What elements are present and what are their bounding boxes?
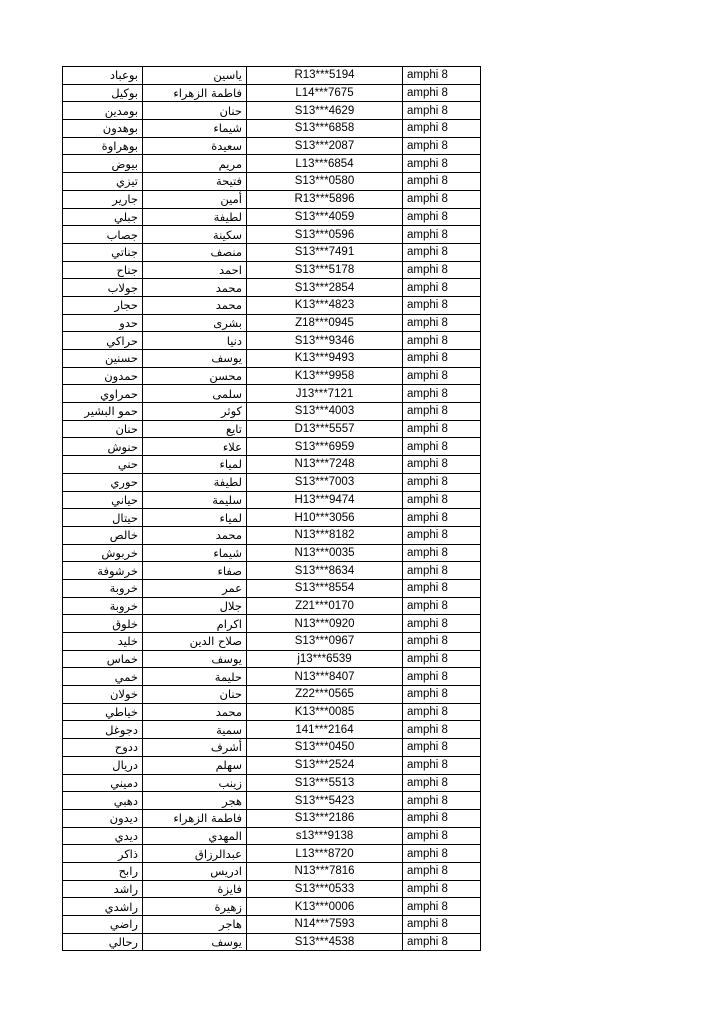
room-cell: amphi 8 — [403, 880, 481, 898]
table-body — [63, 67, 481, 951]
student-code-cell: S13***0580 — [247, 173, 403, 191]
family-name-cell: راشدي — [63, 898, 143, 916]
student-code-cell: S13***4059 — [247, 208, 403, 226]
first-name-cell: حنان — [143, 686, 247, 704]
table-row — [63, 243, 481, 261]
table-row — [63, 385, 481, 403]
table-row — [63, 668, 481, 686]
first-name-cell: صلاح الدين — [143, 633, 247, 651]
room-cell: amphi 8 — [403, 332, 481, 350]
table-row — [63, 314, 481, 332]
family-name-cell: ذاكر — [63, 845, 143, 863]
table-row — [63, 633, 481, 651]
student-code-cell: K13***4823 — [247, 296, 403, 314]
table-row — [63, 173, 481, 191]
table-row — [63, 296, 481, 314]
family-name-cell: خياطي — [63, 703, 143, 721]
first-name-cell: سمية — [143, 721, 247, 739]
student-code-cell: S13***0533 — [247, 880, 403, 898]
room-cell: amphi 8 — [403, 579, 481, 597]
table-row — [63, 509, 481, 527]
family-name-cell: خليد — [63, 633, 143, 651]
room-cell: amphi 8 — [403, 350, 481, 368]
student-code-cell: S13***8554 — [247, 579, 403, 597]
student-code-cell: S13***4629 — [247, 102, 403, 120]
room-cell: amphi 8 — [403, 190, 481, 208]
student-code-cell: N13***7248 — [247, 456, 403, 474]
first-name-cell: زهيرة — [143, 898, 247, 916]
table-row — [63, 438, 481, 456]
family-name-cell: دميني — [63, 774, 143, 792]
student-code-cell: J13***7121 — [247, 385, 403, 403]
student-code-cell: N13***0920 — [247, 615, 403, 633]
student-code-cell: 141***2164 — [247, 721, 403, 739]
student-code-cell: K13***0006 — [247, 898, 403, 916]
family-name-cell: حوري — [63, 473, 143, 491]
first-name-cell: سهلم — [143, 756, 247, 774]
first-name-cell: شيماء — [143, 120, 247, 138]
room-cell: amphi 8 — [403, 792, 481, 810]
room-cell: amphi 8 — [403, 526, 481, 544]
first-name-cell: لمياء — [143, 456, 247, 474]
first-name-cell: مريم — [143, 155, 247, 173]
table-row — [63, 526, 481, 544]
student-code-cell: s13***9138 — [247, 827, 403, 845]
room-cell: amphi 8 — [403, 933, 481, 951]
room-cell: amphi 8 — [403, 544, 481, 562]
first-name-cell: لطيفة — [143, 473, 247, 491]
student-code-cell: N13***0035 — [247, 544, 403, 562]
room-cell: amphi 8 — [403, 916, 481, 934]
family-name-cell: رحالي — [63, 933, 143, 951]
first-name-cell: دنيا — [143, 332, 247, 350]
room-cell: amphi 8 — [403, 473, 481, 491]
student-code-cell: Z21***0170 — [247, 597, 403, 615]
student-code-cell: N13***8182 — [247, 526, 403, 544]
room-cell: amphi 8 — [403, 509, 481, 527]
student-code-cell: S13***4538 — [247, 933, 403, 951]
student-code-cell: S13***9346 — [247, 332, 403, 350]
first-name-cell: اكرام — [143, 615, 247, 633]
table-row — [63, 898, 481, 916]
table-row — [63, 226, 481, 244]
room-cell: amphi 8 — [403, 102, 481, 120]
student-code-cell: Z22***0565 — [247, 686, 403, 704]
family-name-cell: بوهراوة — [63, 137, 143, 155]
family-name-cell: خلوق — [63, 615, 143, 633]
table-row — [63, 916, 481, 934]
room-cell: amphi 8 — [403, 756, 481, 774]
family-name-cell: حجار — [63, 296, 143, 314]
family-name-cell: حدو — [63, 314, 143, 332]
first-name-cell: محمد — [143, 296, 247, 314]
room-cell: amphi 8 — [403, 827, 481, 845]
first-name-cell: جلال — [143, 597, 247, 615]
family-name-cell: بوعباد — [63, 67, 143, 85]
table-row — [63, 367, 481, 385]
first-name-cell: لطيفة — [143, 208, 247, 226]
first-name-cell: سليمة — [143, 491, 247, 509]
family-name-cell: راشد — [63, 880, 143, 898]
first-name-cell: فايزة — [143, 880, 247, 898]
table-row — [63, 880, 481, 898]
room-cell: amphi 8 — [403, 279, 481, 297]
room-cell: amphi 8 — [403, 385, 481, 403]
first-name-cell: حنان — [143, 102, 247, 120]
table-row — [63, 774, 481, 792]
table-row — [63, 67, 481, 85]
first-name-cell: عبدالرزاق — [143, 845, 247, 863]
family-name-cell: رابح — [63, 862, 143, 880]
table-row — [63, 544, 481, 562]
table-row — [63, 562, 481, 580]
family-name-cell: خرشوفة — [63, 562, 143, 580]
family-name-cell: دريال — [63, 756, 143, 774]
student-code-cell: S13***6858 — [247, 120, 403, 138]
student-code-cell: R13***5896 — [247, 190, 403, 208]
room-cell: amphi 8 — [403, 562, 481, 580]
table-row — [63, 933, 481, 951]
student-code-cell: S13***2186 — [247, 809, 403, 827]
first-name-cell: يوسف — [143, 650, 247, 668]
room-cell: amphi 8 — [403, 173, 481, 191]
family-name-cell: خروبة — [63, 597, 143, 615]
first-name-cell: فتيحة — [143, 173, 247, 191]
family-name-cell: حمدون — [63, 367, 143, 385]
table-row — [63, 703, 481, 721]
room-cell: amphi 8 — [403, 137, 481, 155]
room-cell: amphi 8 — [403, 668, 481, 686]
table-row — [63, 739, 481, 757]
student-code-cell: D13***5557 — [247, 420, 403, 438]
student-code-cell: S13***5513 — [247, 774, 403, 792]
family-name-cell: ديدون — [63, 809, 143, 827]
first-name-cell: محمد — [143, 279, 247, 297]
room-cell: amphi 8 — [403, 898, 481, 916]
room-cell: amphi 8 — [403, 84, 481, 102]
family-name-cell: بوهدون — [63, 120, 143, 138]
family-name-cell: حيتال — [63, 509, 143, 527]
student-code-cell: S13***0967 — [247, 633, 403, 651]
family-name-cell: حمو البشير — [63, 403, 143, 421]
family-name-cell: خالص — [63, 526, 143, 544]
student-code-cell: S13***7491 — [247, 243, 403, 261]
room-cell: amphi 8 — [403, 686, 481, 704]
table-row — [63, 102, 481, 120]
student-code-cell: S13***0596 — [247, 226, 403, 244]
family-name-cell: جصاب — [63, 226, 143, 244]
table-row — [63, 579, 481, 597]
student-code-cell: L13***6854 — [247, 155, 403, 173]
student-code-cell: j13***6539 — [247, 650, 403, 668]
family-name-cell: جبلي — [63, 208, 143, 226]
table-row — [63, 862, 481, 880]
table-row — [63, 686, 481, 704]
first-name-cell: يوسف — [143, 933, 247, 951]
first-name-cell: سكينة — [143, 226, 247, 244]
room-cell: amphi 8 — [403, 226, 481, 244]
first-name-cell: ادريس — [143, 862, 247, 880]
family-name-cell: جناتي — [63, 243, 143, 261]
room-cell: amphi 8 — [403, 739, 481, 757]
table-row — [63, 120, 481, 138]
student-code-cell: S13***8634 — [247, 562, 403, 580]
table-row — [63, 208, 481, 226]
family-name-cell: خربوش — [63, 544, 143, 562]
room-cell: amphi 8 — [403, 403, 481, 421]
family-name-cell: حمراوي — [63, 385, 143, 403]
first-name-cell: محمد — [143, 703, 247, 721]
room-cell: amphi 8 — [403, 120, 481, 138]
first-name-cell: كوثر — [143, 403, 247, 421]
family-name-cell: دهبي — [63, 792, 143, 810]
table-row — [63, 721, 481, 739]
student-code-cell: S13***5423 — [247, 792, 403, 810]
room-cell: amphi 8 — [403, 208, 481, 226]
first-name-cell: المهدي — [143, 827, 247, 845]
table-row — [63, 190, 481, 208]
table-row — [63, 650, 481, 668]
table-row — [63, 261, 481, 279]
table-row — [63, 279, 481, 297]
table-row — [63, 456, 481, 474]
table-row — [63, 827, 481, 845]
student-code-cell: K13***9493 — [247, 350, 403, 368]
room-cell: amphi 8 — [403, 774, 481, 792]
room-cell: amphi 8 — [403, 420, 481, 438]
family-name-cell: بيوض — [63, 155, 143, 173]
room-cell: amphi 8 — [403, 845, 481, 863]
room-cell: amphi 8 — [403, 438, 481, 456]
family-name-cell: جناح — [63, 261, 143, 279]
first-name-cell: ياسين — [143, 67, 247, 85]
first-name-cell: هاجر — [143, 916, 247, 934]
room-cell: amphi 8 — [403, 597, 481, 615]
family-name-cell: خماس — [63, 650, 143, 668]
first-name-cell: هجر — [143, 792, 247, 810]
first-name-cell: عمر — [143, 579, 247, 597]
first-name-cell: علاء — [143, 438, 247, 456]
student-code-cell: S13***2087 — [247, 137, 403, 155]
room-cell: amphi 8 — [403, 261, 481, 279]
table-row — [63, 597, 481, 615]
student-code-cell: H10***3056 — [247, 509, 403, 527]
student-code-cell: S13***4003 — [247, 403, 403, 421]
family-name-cell: خروبة — [63, 579, 143, 597]
room-cell: amphi 8 — [403, 650, 481, 668]
table-row — [63, 420, 481, 438]
family-name-cell: حني — [63, 456, 143, 474]
room-cell: amphi 8 — [403, 615, 481, 633]
student-code-cell: Z18***0945 — [247, 314, 403, 332]
student-code-cell: K13***9958 — [247, 367, 403, 385]
room-cell: amphi 8 — [403, 456, 481, 474]
room-cell: amphi 8 — [403, 703, 481, 721]
first-name-cell: زينب — [143, 774, 247, 792]
student-code-cell: N14***7593 — [247, 916, 403, 934]
student-code-cell: S13***5178 — [247, 261, 403, 279]
first-name-cell: منصف — [143, 243, 247, 261]
family-name-cell: خولان — [63, 686, 143, 704]
student-code-cell: R13***5194 — [247, 67, 403, 85]
family-name-cell: خمي — [63, 668, 143, 686]
family-name-cell: حنان — [63, 420, 143, 438]
student-code-cell: S13***0450 — [247, 739, 403, 757]
first-name-cell: محسن — [143, 367, 247, 385]
room-cell: amphi 8 — [403, 314, 481, 332]
first-name-cell: أمين — [143, 190, 247, 208]
table-row — [63, 403, 481, 421]
first-name-cell: صفاء — [143, 562, 247, 580]
table-row — [63, 350, 481, 368]
student-code-cell: N13***8407 — [247, 668, 403, 686]
first-name-cell: بشرى — [143, 314, 247, 332]
first-name-cell: احمد — [143, 261, 247, 279]
student-code-cell: L13***8720 — [247, 845, 403, 863]
family-name-cell: حنوش — [63, 438, 143, 456]
family-name-cell: تيزي — [63, 173, 143, 191]
table-row — [63, 615, 481, 633]
room-cell: amphi 8 — [403, 491, 481, 509]
first-name-cell: شيماء — [143, 544, 247, 562]
family-name-cell: ددوح — [63, 739, 143, 757]
family-name-cell: جارير — [63, 190, 143, 208]
table-row — [63, 155, 481, 173]
family-name-cell: بوكيل — [63, 84, 143, 102]
family-name-cell: ديدي — [63, 827, 143, 845]
room-cell: amphi 8 — [403, 633, 481, 651]
table-row — [63, 491, 481, 509]
room-cell: amphi 8 — [403, 155, 481, 173]
first-name-cell: سلمى — [143, 385, 247, 403]
student-code-cell: H13***9474 — [247, 491, 403, 509]
room-cell: amphi 8 — [403, 367, 481, 385]
first-name-cell: محمد — [143, 526, 247, 544]
table-row — [63, 332, 481, 350]
first-name-cell: فاطمة الزهراء — [143, 809, 247, 827]
family-name-cell: حياني — [63, 491, 143, 509]
student-code-cell: L14***7675 — [247, 84, 403, 102]
table-row — [63, 845, 481, 863]
student-code-cell: S13***6959 — [247, 438, 403, 456]
family-name-cell: جولاب — [63, 279, 143, 297]
student-code-cell: S13***7003 — [247, 473, 403, 491]
first-name-cell: سعيدة — [143, 137, 247, 155]
student-code-cell: S13***2854 — [247, 279, 403, 297]
table-row — [63, 473, 481, 491]
family-name-cell: حراكي — [63, 332, 143, 350]
student-code-cell: N13***7816 — [247, 862, 403, 880]
first-name-cell: أشرف — [143, 739, 247, 757]
table-row — [63, 756, 481, 774]
table-row — [63, 809, 481, 827]
table-row — [63, 84, 481, 102]
room-cell: amphi 8 — [403, 243, 481, 261]
first-name-cell: يوسف — [143, 350, 247, 368]
family-name-cell: راضي — [63, 916, 143, 934]
room-cell: amphi 8 — [403, 67, 481, 85]
student-code-cell: S13***2524 — [247, 756, 403, 774]
table-row — [63, 137, 481, 155]
room-cell: amphi 8 — [403, 809, 481, 827]
room-cell: amphi 8 — [403, 721, 481, 739]
family-name-cell: حسنين — [63, 350, 143, 368]
student-list-table — [62, 66, 481, 951]
first-name-cell: حليمة — [143, 668, 247, 686]
table-row — [63, 792, 481, 810]
first-name-cell: تايع — [143, 420, 247, 438]
room-cell: amphi 8 — [403, 296, 481, 314]
student-code-cell: K13***0085 — [247, 703, 403, 721]
family-name-cell: دجوغل — [63, 721, 143, 739]
room-cell: amphi 8 — [403, 862, 481, 880]
family-name-cell: بومدين — [63, 102, 143, 120]
first-name-cell: لمياء — [143, 509, 247, 527]
first-name-cell: فاطمة الزهراء — [143, 84, 247, 102]
